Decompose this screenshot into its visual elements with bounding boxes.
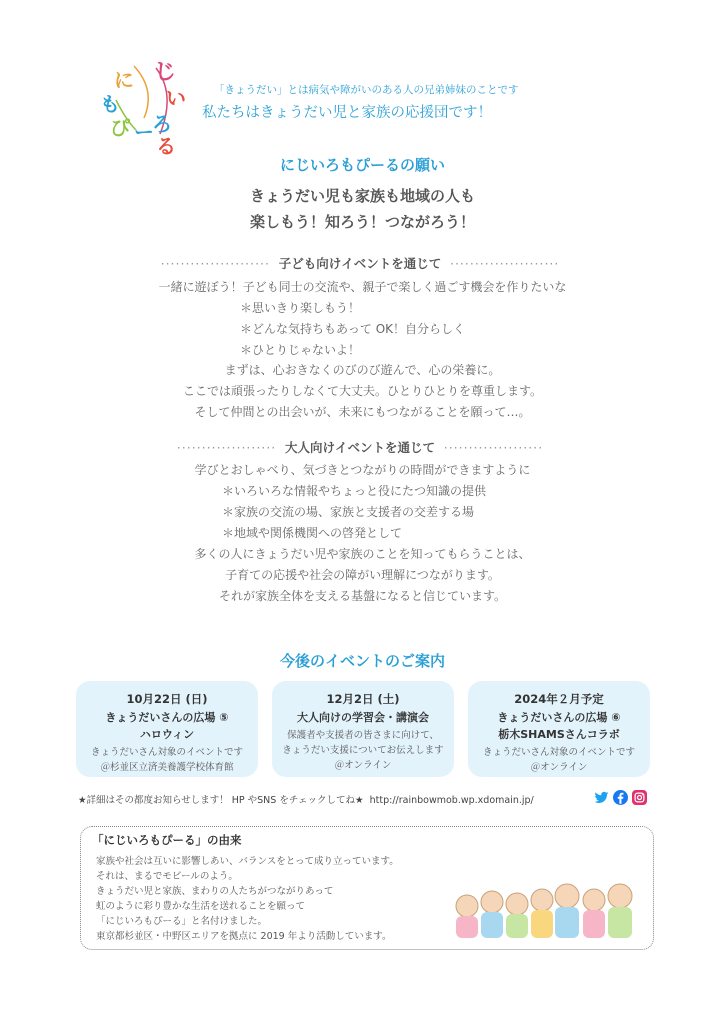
adult-bullet: ＊家族の交流の場、家族と支援者の交差する場 bbox=[222, 505, 475, 519]
adult-body-line: 多くの人にきょうだい児や家族のことを知ってもらうことは、 bbox=[194, 547, 531, 561]
instagram-icon[interactable] bbox=[632, 790, 647, 805]
kids-intro: 一緒に遊ぼう！子ども同士の交流や、親子で楽しく過ごす機会を作りたいな bbox=[158, 280, 567, 294]
kids-body-line: そして仲間との出会いが、未来にもつながることを願って…。 bbox=[194, 405, 531, 419]
logo-char: い bbox=[166, 86, 186, 110]
child-figure bbox=[481, 891, 503, 938]
logo-char: る bbox=[156, 134, 176, 158]
event-subtitle: 栃木SHAMSさんコラボ bbox=[498, 728, 620, 741]
adult-bullet: ＊いろいろな情報やちょっと役にたつ知識の提供 bbox=[222, 484, 487, 498]
origin-line: 「にじいろもぴーる」と名付けました。 bbox=[96, 916, 268, 927]
logo-char: も bbox=[100, 92, 120, 116]
event-name: 大人向けの学習会・講演会 bbox=[297, 711, 429, 724]
event-place: ＠オンライン bbox=[334, 760, 392, 771]
child-figure bbox=[456, 895, 478, 938]
event-description: 保護者や支援者の皆さまに向けて、 bbox=[287, 730, 439, 741]
event-name: きょうだいさんの広場 ⑤ bbox=[105, 711, 229, 724]
event-description-2: きょうだい支援についてお伝えします bbox=[282, 745, 444, 756]
events-title: 今後のイベントのご案内 bbox=[279, 652, 445, 670]
children-illustration bbox=[452, 880, 642, 942]
adult-body-line: それが家族全体を支える基盤になると信じています。 bbox=[218, 589, 507, 603]
child-figure bbox=[531, 889, 553, 938]
definition-text: 「きょうだい」とは病気や障がいのある人の兄弟姉妹のことです bbox=[214, 84, 519, 96]
dotted-divider: ···················· bbox=[176, 440, 277, 455]
adult-heading-text: 大人向けイベントを通じて bbox=[284, 440, 435, 455]
event-date: 2024年２月予定 bbox=[514, 692, 604, 706]
event-place: ＠杉並区立済美養護学校体育館 bbox=[100, 762, 234, 773]
notice-text: ★詳細はその都度お知らせします！ HP やSNS をチェックしてね★ bbox=[78, 795, 364, 806]
kids-section-heading bbox=[120, 254, 600, 272]
event-date: 12月2日 (土) bbox=[326, 692, 400, 706]
child-figure bbox=[583, 889, 605, 938]
logo-char: ぴ bbox=[110, 116, 130, 140]
wish-line: きょうだい児も家族も地域の人も bbox=[249, 187, 475, 205]
website-link[interactable]: http://rainbowmob.wp.xdomain.jp/ bbox=[369, 795, 534, 806]
kids-bullet: ＊ひとりじゃないよ！ bbox=[240, 343, 361, 357]
event-description: きょうだいさん対象のイベントです bbox=[90, 747, 243, 758]
child-figure bbox=[555, 884, 579, 938]
logo-char: ー bbox=[134, 120, 154, 144]
dotted-divider: ···················· bbox=[443, 440, 544, 455]
origin-line: 家族や社会は互いに影響しあい、バランスをとって成り立っています。 bbox=[96, 856, 399, 867]
kids-bullet: ＊どんな気持ちもあって OK！自分らしく bbox=[240, 322, 466, 336]
facebook-icon[interactable] bbox=[613, 790, 628, 805]
adult-bullet: ＊地域や関係機関への啓発として bbox=[222, 526, 403, 540]
origin-title: 「にじいろもぴーる」の由来 bbox=[92, 833, 242, 847]
event-card bbox=[468, 681, 650, 777]
dotted-divider: ······················ bbox=[160, 256, 271, 271]
origin-line: それは、まるでモビールのよう。 bbox=[96, 871, 238, 882]
child-figure bbox=[506, 893, 528, 938]
kids-heading-text: 子ども向けイベントを通じて bbox=[278, 256, 442, 271]
adult-section-heading bbox=[120, 438, 600, 456]
wish-line: 楽しもう！知ろう！つながろう！ bbox=[249, 213, 475, 231]
event-name: きょうだいさんの広場 ⑥ bbox=[497, 711, 621, 724]
logo-char: に bbox=[114, 68, 134, 92]
logo-char: ろ bbox=[152, 112, 172, 136]
adult-intro: 学びとおしゃべり、気づきとつながりの時間ができますように bbox=[194, 463, 531, 477]
event-card bbox=[76, 681, 258, 777]
event-subtitle: ハロウィン bbox=[139, 728, 195, 741]
event-place: ＠オンライン bbox=[530, 762, 588, 773]
logo-char: じ bbox=[154, 60, 177, 85]
adult-body-line: 子育ての応援や社会の障がい理解につながります。 bbox=[225, 568, 500, 582]
kids-body-line: ここでは頑張ったりしなくて大丈夫。ひとりひとりを尊重します。 bbox=[182, 384, 543, 398]
kids-body-line: まずは、心おきなくのびのび遊んで、心の栄養に。 bbox=[224, 363, 501, 377]
event-card bbox=[272, 681, 454, 777]
kids-bullet: ＊思いきり楽しもう！ bbox=[240, 301, 361, 315]
notice-line bbox=[78, 792, 534, 806]
slogan: 私たちはきょうだい児と家族の応援団です！ bbox=[202, 105, 492, 121]
origin-line: 東京都杉並区・中野区エリアを拠点に 2019 年より活動しています。 bbox=[96, 931, 392, 942]
event-description: きょうだいさん対象のイベントです bbox=[482, 747, 635, 758]
wish-title: にじいろもぴーるの願い bbox=[279, 156, 445, 174]
dotted-divider: ······················ bbox=[449, 256, 560, 271]
twitter-icon[interactable] bbox=[594, 790, 609, 805]
event-date: 10月22日 (日) bbox=[126, 692, 208, 706]
child-figure bbox=[608, 884, 632, 938]
logo bbox=[96, 60, 196, 160]
origin-line: きょうだい児と家族、まわりの人たちがつながりあって bbox=[96, 886, 334, 897]
origin-line: 虹のように彩り豊かな生活を送れることを願って bbox=[96, 901, 306, 912]
